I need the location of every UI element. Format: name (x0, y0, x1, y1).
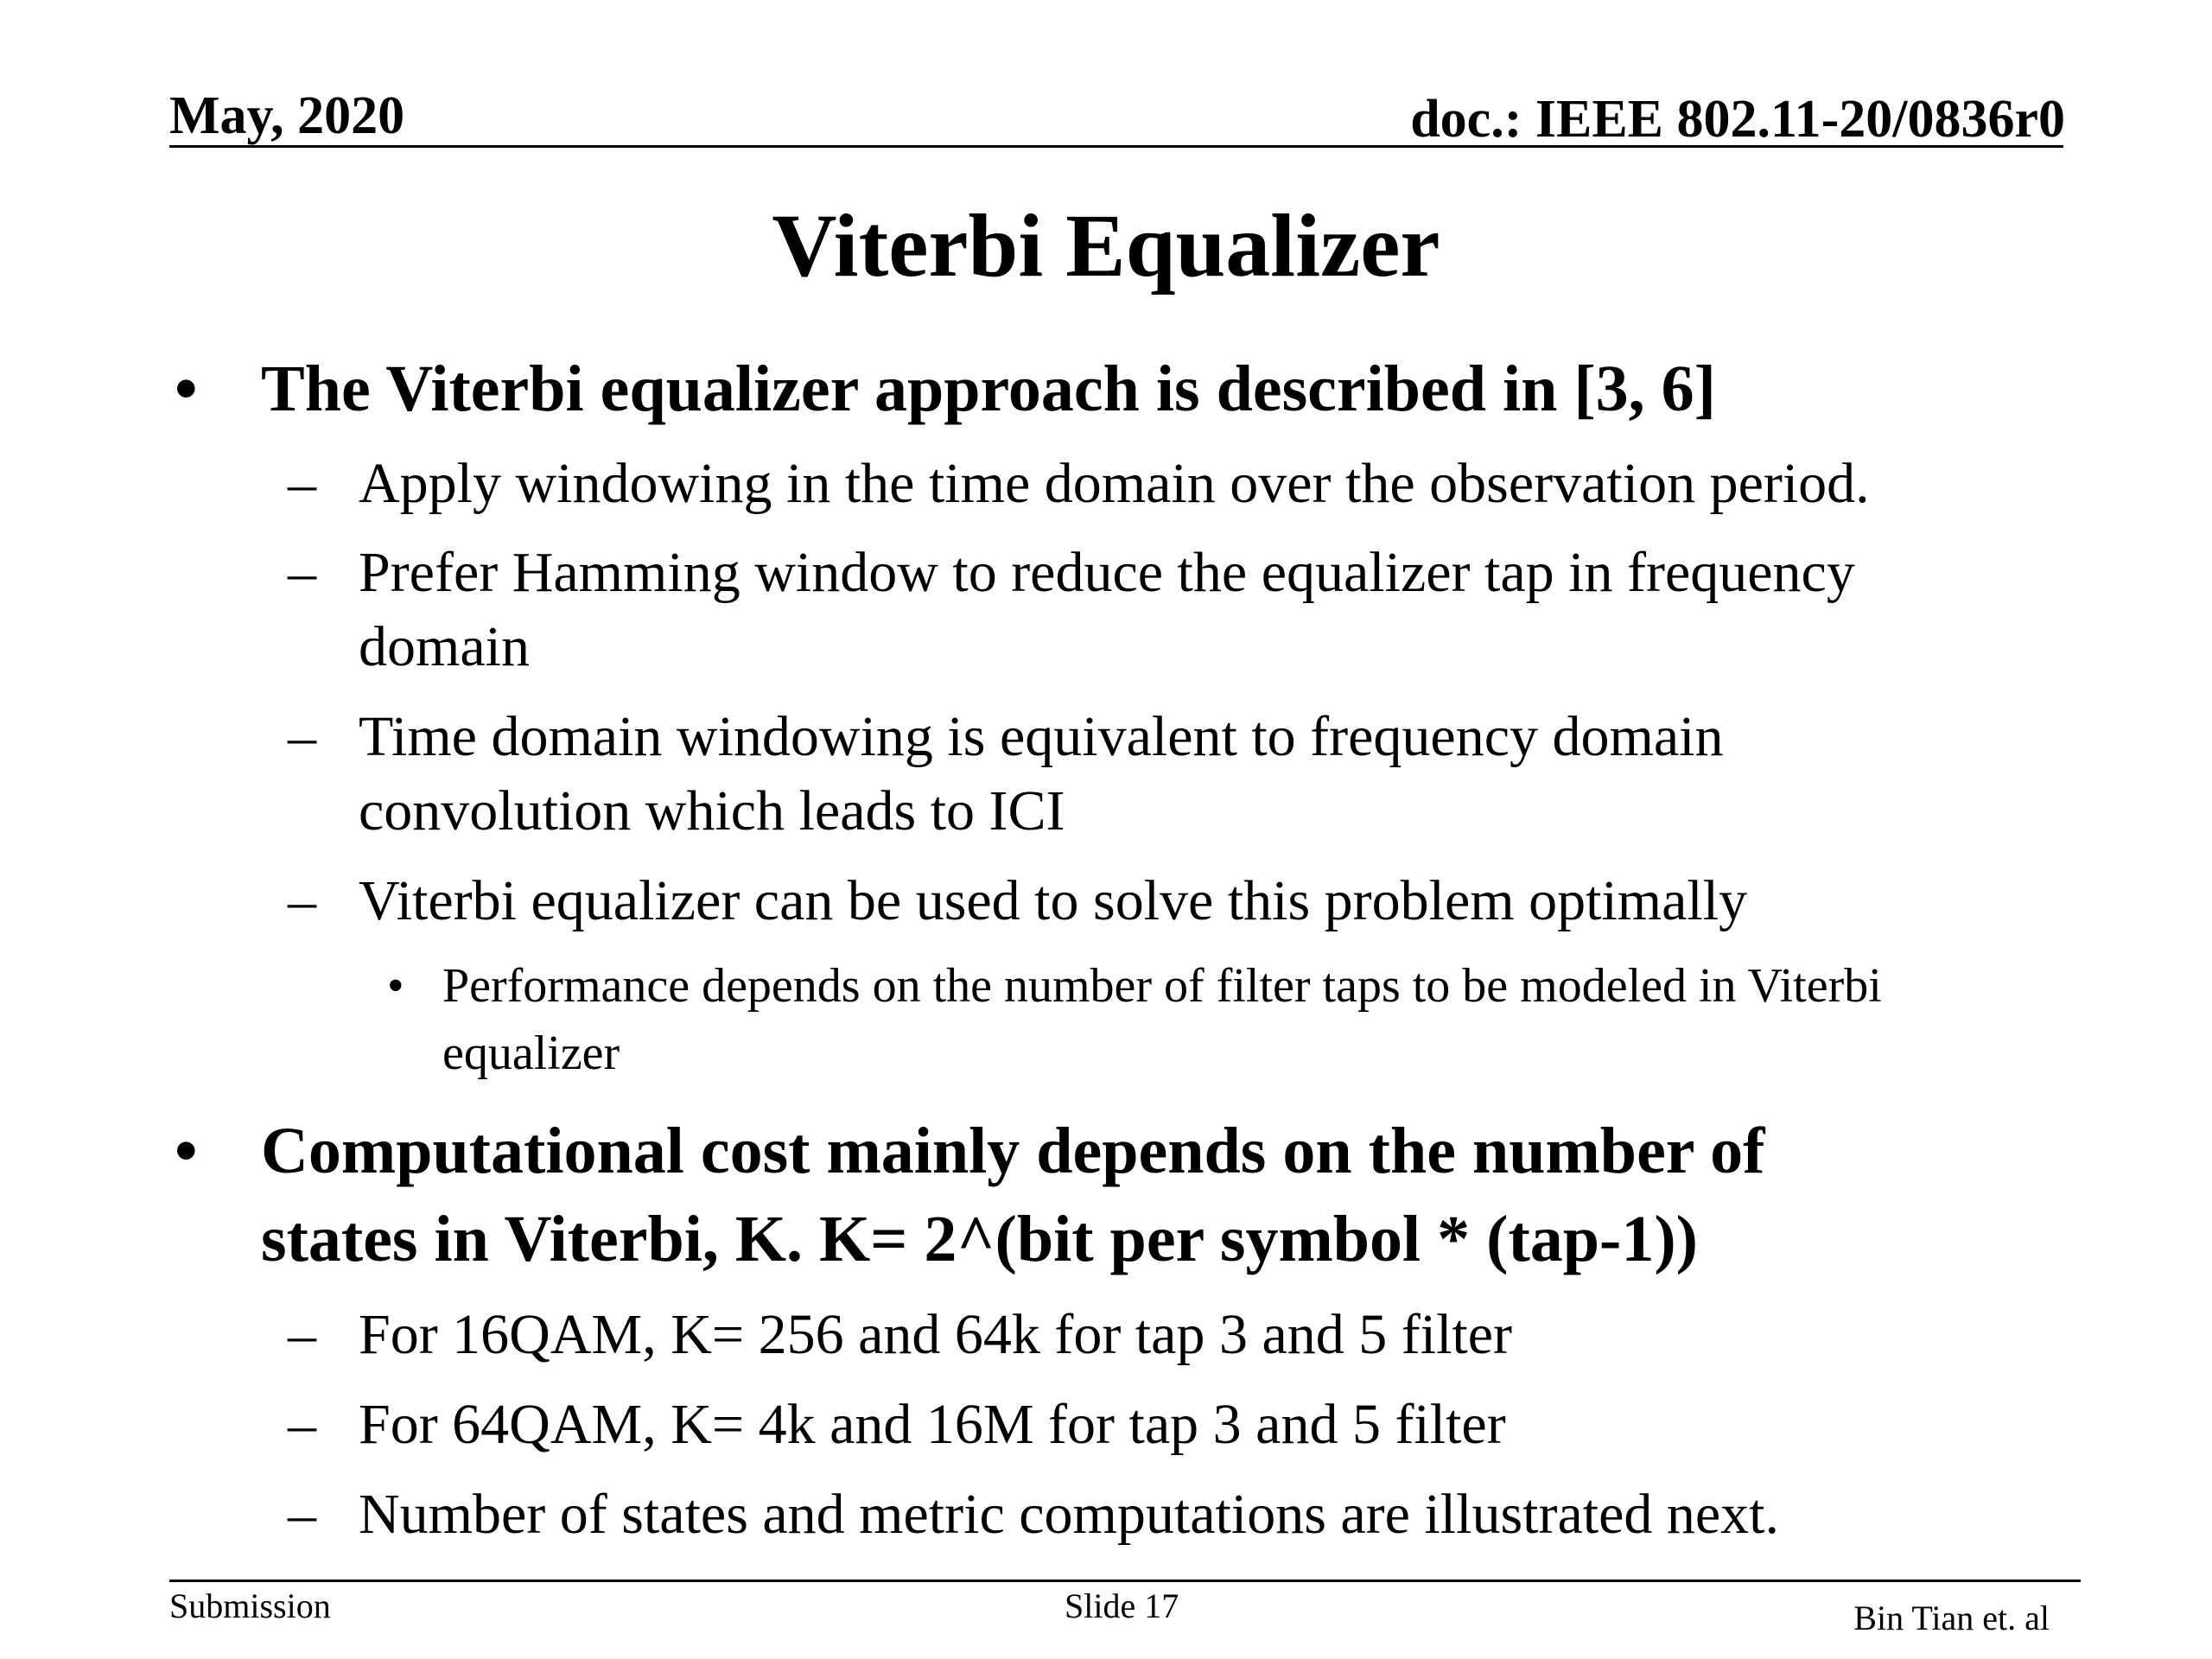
sub-sub-bullet-text: equalizer (442, 1027, 620, 1080)
sub-bullet-marker: – (288, 1303, 316, 1366)
header-date: May, 2020 (169, 86, 405, 145)
slide-title: Viterbi Equalizer (772, 196, 1440, 296)
footer-author: Bin Tian et. al (1853, 1599, 2050, 1637)
sub-bullet-marker: – (288, 1393, 316, 1456)
header-doc-id: doc.: IEEE 802.11-20/0836r0 (1410, 90, 2065, 149)
header-divider (169, 145, 2063, 148)
sub-bullet-marker: – (288, 452, 316, 515)
sub-bullet-marker: – (288, 1483, 316, 1546)
sub-sub-bullet-marker: • (387, 959, 404, 1013)
bullet-text: states in Viterbi, K. K= 2^(bit per symbol * (tap-1)) (261, 1203, 1698, 1275)
footer-submission: Submission (169, 1586, 331, 1625)
sub-bullet-text: Time domain windowing is equivalent to frequency domain (359, 705, 1724, 768)
sub-bullet-text: For 64QAM, K= 4k and 16M for tap 3 and 5 filter (359, 1393, 1506, 1456)
sub-bullet-text: convolution which leads to ICI (359, 779, 1065, 842)
sub-bullet-text: domain (359, 615, 530, 678)
sub-bullet-text: Viterbi equalizer can be used to solve this problem optimally (359, 869, 1748, 932)
bullet-text: The Viterbi equalizer approach is described in [3, 6] (261, 353, 1716, 425)
sub-bullet-text: Prefer Hamming window to reduce the equalizer tap in frequency (359, 541, 1855, 604)
bullet-marker: • (175, 353, 198, 425)
bullet-marker: • (175, 1115, 198, 1187)
sub-bullet-marker: – (288, 541, 316, 604)
sub-bullet-text: Number of states and metric computations are illustrated next. (359, 1483, 1780, 1546)
footer-slide-number: Slide 17 (1065, 1586, 1179, 1625)
sub-bullet-marker: – (288, 869, 316, 932)
sub-bullet-marker: – (288, 705, 316, 768)
sub-bullet-text: For 16QAM, K= 256 and 64k for tap 3 and 5 filter (359, 1303, 1513, 1366)
sub-sub-bullet-text: Performance depends on the number of filter taps to be modeled in Viterbi (442, 959, 1882, 1013)
bullet-text: Computational cost mainly depends on the number of (261, 1115, 1765, 1187)
footer-divider (169, 1580, 2081, 1582)
sub-bullet-text: Apply windowing in the time domain over the observation period. (359, 452, 1870, 515)
